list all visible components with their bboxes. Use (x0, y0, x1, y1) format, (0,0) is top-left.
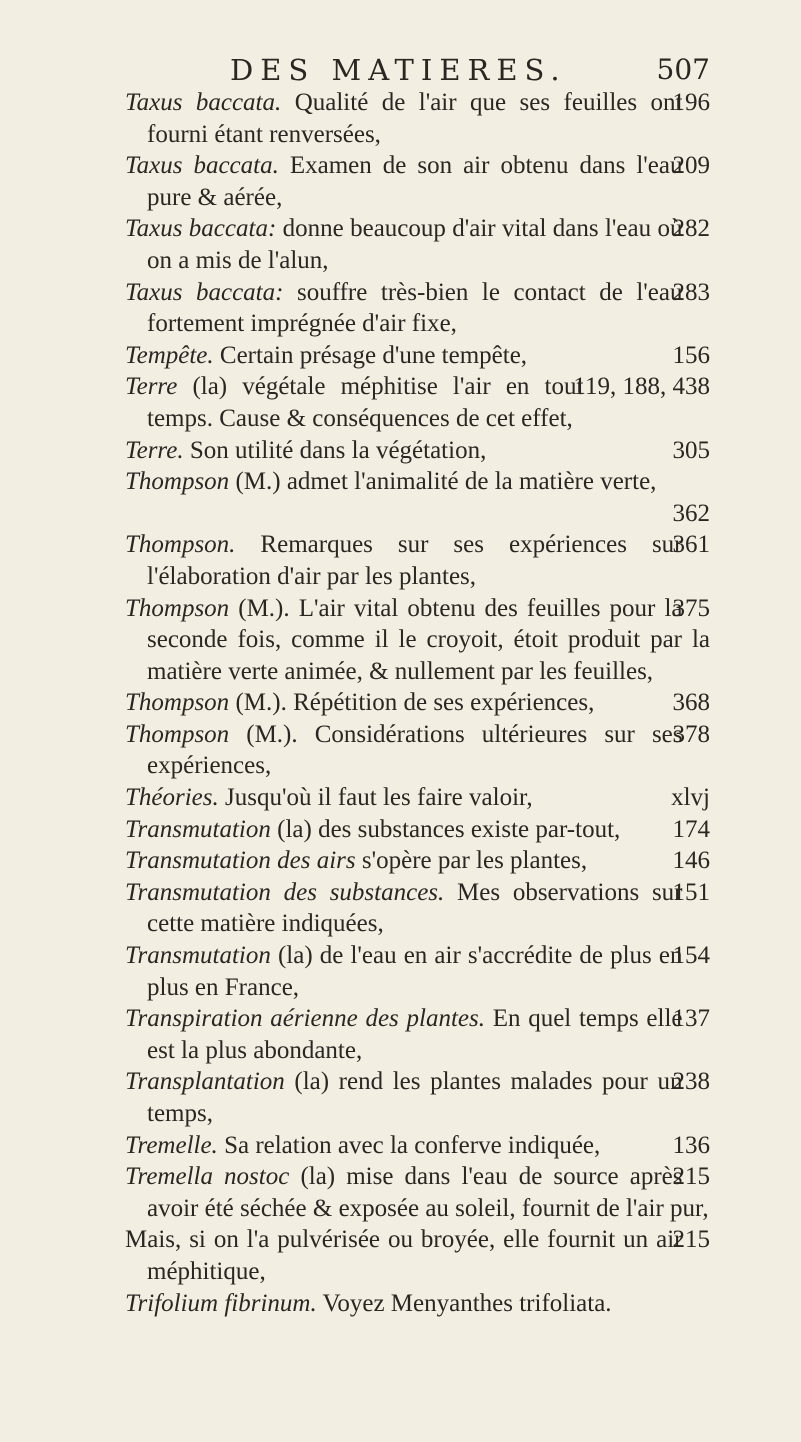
entry-text (125, 814, 710, 846)
entry-description: (la) mise dans l'eau de source après avoir été séchée & exposée au soleil, fournit de l'air pur, (147, 1163, 709, 1222)
index-entries (125, 87, 710, 1319)
entry-heading: Transmutation des airs (125, 847, 356, 875)
entry-description: Voyez Menyanthes trifoliata. (316, 1289, 612, 1317)
index-entry (125, 87, 710, 150)
entry-text (125, 371, 710, 434)
entry-page-ref: 361 (672, 531, 710, 559)
entry-text (125, 213, 710, 276)
entry-description: Mais, si on l'a pulvérisée ou broyée, elle fournit un air méphitique, (125, 1226, 683, 1285)
entry-page-ref: 151 (672, 878, 710, 906)
entry-page-ref: xlvj (671, 784, 710, 812)
entry-text (125, 782, 710, 814)
entry-description: (M.) admet l'animalité de la matière verte, (229, 468, 657, 496)
page-number: 507 (656, 53, 710, 86)
entry-description: Son utilité dans la végétation, (183, 436, 487, 464)
entry-page-ref: 136 (672, 1131, 710, 1159)
index-entry (125, 940, 710, 1003)
entry-description: (la) des substances existe par-tout, (270, 815, 621, 843)
entry-page-ref: 305 (672, 436, 710, 464)
index-entry (125, 529, 710, 592)
entry-heading: Transplantation (125, 1068, 285, 1096)
index-entry (125, 340, 710, 372)
index-entry (125, 845, 710, 877)
entry-page-ref: 156 (672, 341, 710, 369)
entry-text (125, 277, 710, 340)
index-entry (125, 466, 710, 529)
entry-text (125, 1224, 710, 1287)
entry-page-ref: 215 (672, 1163, 710, 1191)
entry-description: Mes observations sur cette matière indiquées, (147, 878, 683, 938)
index-entry (125, 150, 710, 213)
entry-text (125, 719, 710, 782)
entry-heading: Taxus baccata. (125, 89, 282, 116)
entry-heading: Tremella nostoc (125, 1163, 290, 1191)
entry-page-ref: 196 (672, 89, 710, 116)
index-entry (125, 782, 710, 814)
entry-page-ref: 215 (672, 1226, 710, 1254)
index-entry (125, 1003, 710, 1066)
index-entry (125, 719, 710, 782)
entry-heading: Thompson. (125, 531, 236, 559)
entry-description: Jusqu'où il faut les faire valoir, (218, 784, 533, 812)
entry-heading: Théories. (125, 784, 219, 812)
entry-description: Remarques sur ses expériences sur l'élaboration d'air par les plantes, (147, 531, 683, 590)
entry-text (125, 466, 710, 498)
index-entry (125, 814, 710, 846)
entry-heading: Tremelle. (125, 1131, 218, 1159)
entry-heading: Transmutation (125, 942, 271, 970)
entry-heading: Tempête. (125, 341, 214, 369)
entry-page-ref: 362 (672, 499, 710, 527)
entry-page-ref: 209 (672, 152, 710, 180)
entry-page-ref: 119, 188, 438 (573, 373, 710, 401)
entry-heading: Terre. (125, 436, 184, 464)
entry-text (125, 1066, 710, 1129)
entry-description: donne beaucoup d'air vital dans l'eau où on a mis de l'alun, (147, 215, 683, 274)
entry-description: (M.). Répétition de ses expériences, (229, 689, 595, 717)
running-header (230, 50, 710, 90)
entry-page-ref: 283 (672, 278, 710, 306)
index-entry (125, 435, 710, 467)
entry-page-ref: 137 (672, 1005, 710, 1033)
index-entry (125, 1161, 710, 1224)
index-entry (125, 1288, 710, 1320)
entry-text (125, 87, 710, 150)
entry-heading: Thompson (125, 689, 230, 717)
index-entry (125, 1130, 710, 1162)
entry-page-ref: 238 (672, 1068, 710, 1096)
index-entry (125, 877, 710, 940)
entry-page-ref: 174 (672, 815, 710, 843)
entry-description: Certain présage d'une tempête, (213, 341, 528, 369)
entry-text (125, 435, 710, 467)
entry-heading: Thompson (125, 468, 230, 496)
entry-text (125, 593, 710, 688)
entry-description: (M.). Considérations ultérieures sur ses expériences, (147, 720, 683, 780)
entry-text (125, 1161, 710, 1224)
entry-description: Examen de son air obtenu dans l'eau pure & aérée, (147, 152, 683, 211)
entry-description: s'opère par les plantes, (355, 847, 588, 875)
index-entry (125, 687, 710, 719)
entry-description: (la) végétale méphitise l'air en tout temps. Cause & conséquences de cet effet, (147, 373, 584, 432)
entry-page-ref: 146 (672, 847, 710, 875)
entry-text (125, 150, 710, 213)
entry-description: (la) de l'eau en air s'accrédite de plus en plus en France, (147, 942, 683, 1001)
entry-text (125, 940, 710, 1003)
entry-heading: Transpiration aérienne des plantes. (125, 1005, 485, 1033)
entry-text (125, 877, 710, 940)
entry-text (125, 529, 710, 592)
entry-description: (M.). L'air vital obtenu des feuilles pour la seconde fois, comme il le croyoit, étoit produit par la matière verte animée, & nullement par les feuilles, (147, 594, 710, 685)
entry-page-ref: 375 (672, 594, 710, 622)
entry-page-ref: 368 (672, 689, 710, 717)
entry-text (125, 1130, 710, 1162)
entry-description: (la) rend les plantes malades pour un temps, (147, 1068, 683, 1127)
entry-heading: Thompson (125, 720, 230, 748)
entry-heading: Transmutation des substances. (125, 878, 445, 906)
entry-heading: Transmutation (125, 815, 271, 843)
entry-description: Sa relation avec la conferve indiquée, (217, 1131, 601, 1159)
entry-description: En quel temps elle est la plus abondante, (147, 1005, 683, 1064)
entry-text (125, 340, 710, 372)
entry-page-ref: 282 (672, 215, 710, 243)
entry-heading: Trifolium fibrinum. (125, 1289, 317, 1317)
index-entry (125, 1066, 710, 1129)
index-entry (125, 1224, 710, 1287)
entry-description: souffre très-bien le contact de l'eau fortement imprégnée d'air fixe, (147, 278, 683, 338)
entry-heading: Taxus baccata: (125, 278, 284, 306)
index-entry (125, 593, 710, 688)
index-entry (125, 277, 710, 340)
entry-text (125, 1003, 710, 1066)
entry-text (125, 1288, 710, 1320)
header-title: DES MATIERES. (230, 53, 567, 87)
entry-text (125, 687, 710, 719)
entry-heading: Taxus baccata: (125, 215, 277, 243)
entry-page-ref: 378 (672, 720, 710, 748)
entry-heading: Taxus baccata. (125, 152, 279, 180)
entry-text (125, 845, 710, 877)
entry-heading: Thompson (125, 594, 230, 622)
index-entry (125, 371, 710, 434)
entry-heading: Terre (125, 373, 178, 401)
index-entry (125, 213, 710, 276)
entry-description: Qualité de l'air que ses feuilles ont fourni étant renversées, (147, 89, 683, 148)
entry-page-ref: 154 (672, 942, 710, 970)
